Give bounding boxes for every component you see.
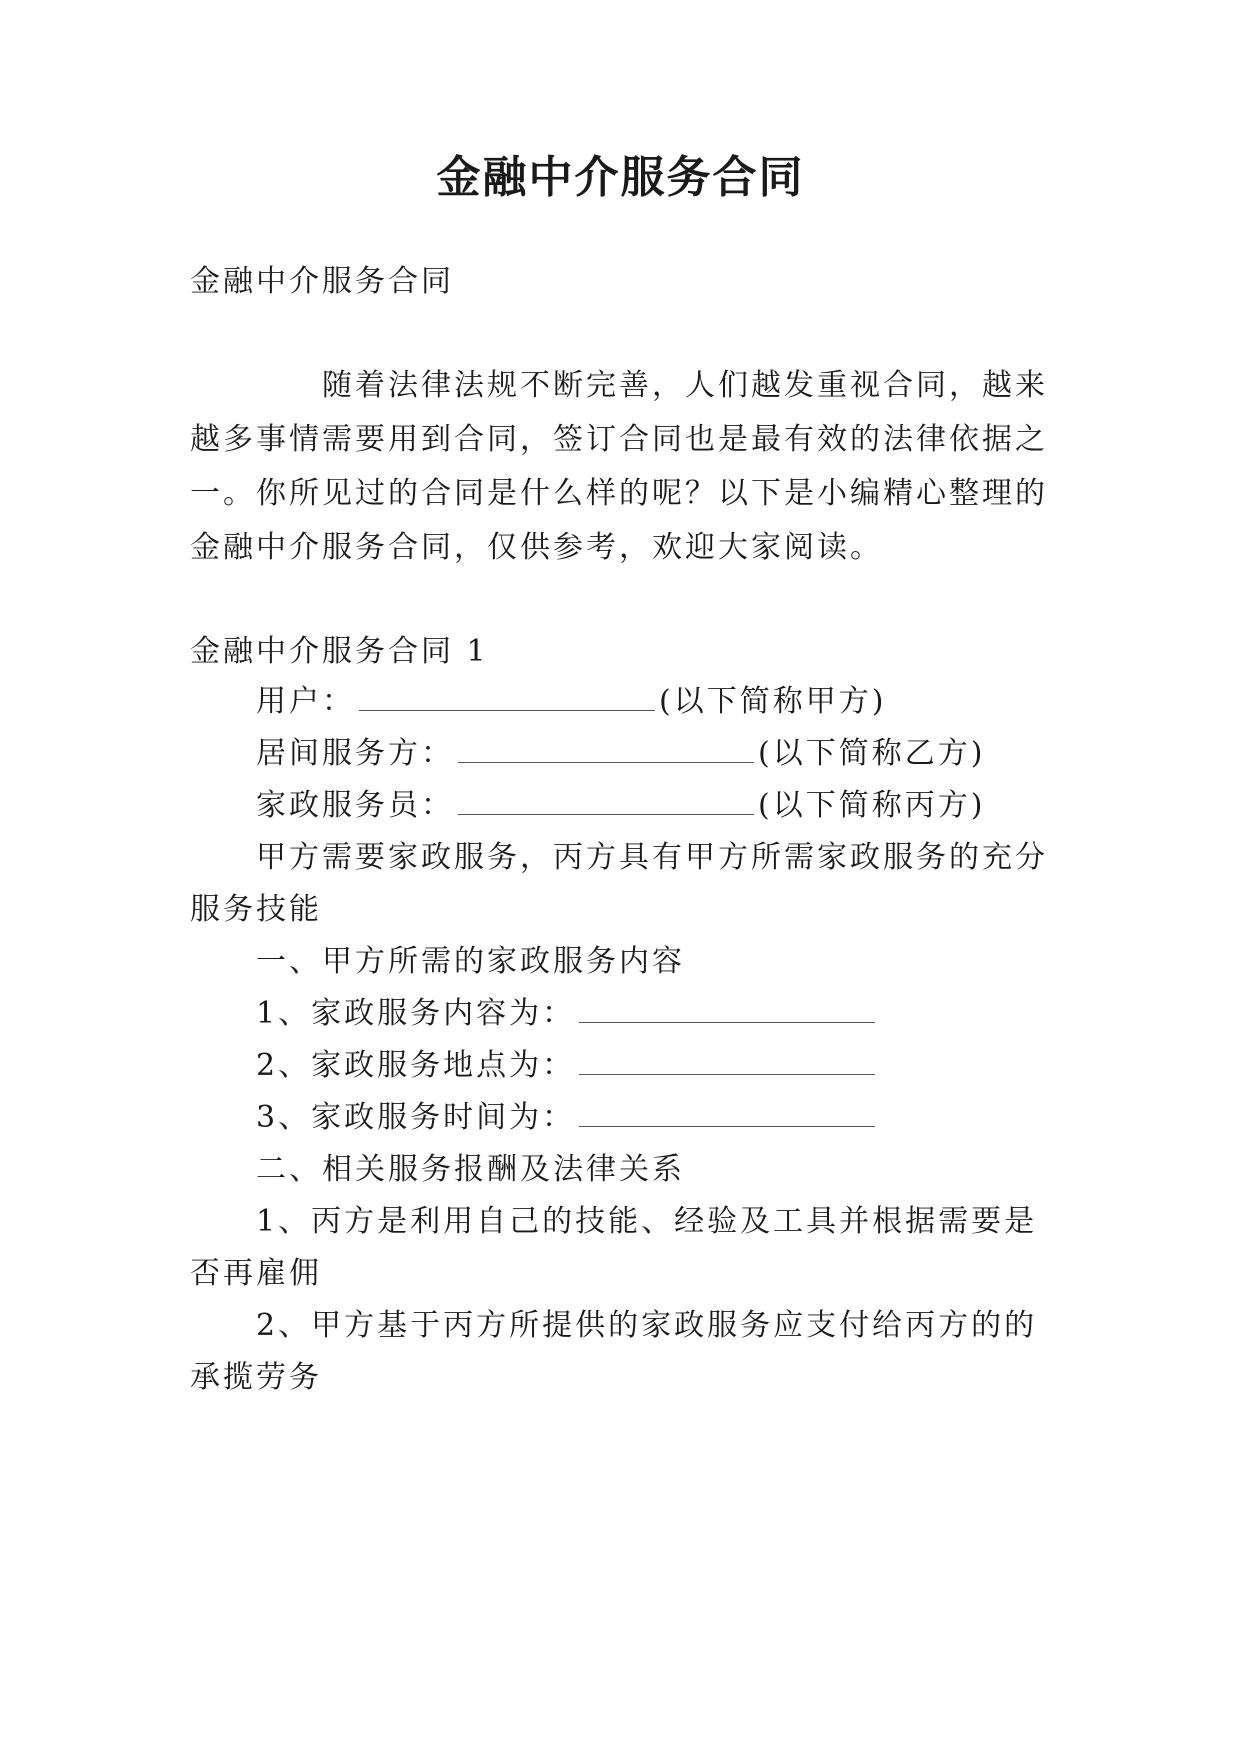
service-item-label: 1、家政服务内容为： [256,996,576,1031]
clause-line: 否再雇佣 [190,1256,322,1291]
heading-services: 一、甲方所需的家政服务内容 [256,944,685,979]
party-worker-blank [458,788,754,815]
party-intermediary-line [256,734,985,774]
intro-line: 金融中介服务合同，仅供参考，欢迎大家阅读。 [190,530,883,565]
clause-line: 1、丙方是利用自己的技能、经验及工具并根据需要是 [256,1204,1038,1239]
party-label: 用户： [256,684,355,719]
document-subtitle: 金融中介服务合同 [190,264,454,299]
party-suffix: (以下简称乙方) [758,736,986,771]
para-line: 甲方需要家政服务，丙方具有甲方所需家政服务的充分 [256,840,1048,875]
clause-line: 2、甲方基于丙方所提供的家政服务应支付给丙方的的 [256,1308,1038,1343]
intro-line: 越多事情需要用到合同，签订合同也是最有效的法律依据之 [190,422,1048,457]
party-worker-line [256,786,985,826]
party-user-blank [359,684,655,711]
party-suffix: (以下简称甲方) [659,684,887,719]
section-title: 金融中介服务合同 1 [190,634,489,669]
party-label: 家政服务员： [256,788,454,823]
clause-line: 承揽劳务 [190,1360,322,1395]
heading-compensation: 二、相关服务报酬及法律关系 [256,1152,685,1187]
service-item [256,994,879,1034]
service-item [256,1098,879,1138]
party-label: 居间服务方： [256,736,454,771]
service-item-label: 2、家政服务地点为： [256,1048,576,1083]
party-user-line [256,682,886,722]
party-intermediary-blank [458,736,754,763]
service-item-label: 3、家政服务时间为： [256,1100,576,1135]
service-item [256,1046,879,1086]
service-item-blank [579,996,875,1023]
service-item-blank [579,1100,875,1127]
service-item-blank [579,1048,875,1075]
intro-line: 随着法律法规不断完善，人们越发重视合同，越来 [322,368,1048,403]
para-line: 服务技能 [190,892,322,927]
intro-line: 一。你所见过的合同是什么样的呢？以下是小编精心整理的 [190,476,1048,511]
party-suffix: (以下简称丙方) [758,788,986,823]
document-title: 金融中介服务合同 [436,152,805,203]
